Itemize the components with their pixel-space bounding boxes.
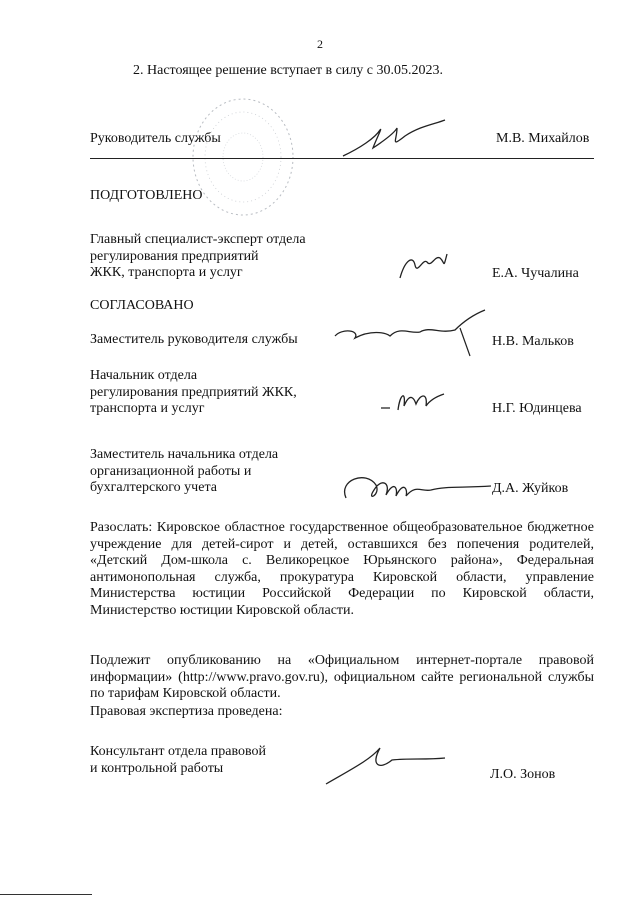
prepared-signature (395, 250, 450, 285)
consultant-position: Консультант отдела правовой и контрольной работы (90, 744, 267, 776)
agreed-person-1-position: Заместитель руководителя службы (90, 332, 298, 347)
agreed-person-2-signature (378, 384, 448, 416)
footnote-line (0, 894, 92, 895)
prepared-position: Главный специалист-эксперт отдела регулирования предприятий ЖКК, транспорта и услуг (90, 232, 306, 280)
agreed-person-2-position: Начальник отдела регулирования предприятий ЖКК, транспорта и услуг (90, 368, 297, 416)
consultant-name: Л.О. Зонов (490, 767, 556, 782)
agreed-person-3-signature (336, 460, 496, 510)
legal-review-line: Правовая экспертиза проведена: (90, 704, 283, 719)
agreed-person-1-signature (330, 308, 490, 360)
agreed-person-3-position: Заместитель начальника отдела организационной работы и бухгалтерского учета (90, 447, 279, 495)
separator-line (90, 158, 594, 159)
page-number: 2 (317, 37, 323, 51)
agreed-person-2-name: Н.Г. Юдинцева (492, 401, 582, 416)
official-seal-stamp (188, 92, 298, 222)
agreed-heading: СОГЛАСОВАНО (90, 298, 194, 313)
publication-paragraph: Подлежит опубликованию на «Официальном интернет-портале правовой информации» (http://www.pravo.gov.ru), официальном сайте региональной службы по тарифам Кировской области. (90, 653, 594, 701)
distribution-paragraph: Разослать: Кировское областное государственное общеобразовательное бюджетное учреждение для детей-сирот и детей, оставшихся без попечения родителей, «Детский Дом-школа с. Великорецкое Юрьянского района», Федеральная антимонопольная служба, прокуратура Кировской области, управление Министерства юстиции Российской Федерации по Кировской области, Министерство юстиции Кировской области. (90, 520, 594, 618)
head-name: М.В. Михайлов (496, 131, 590, 146)
prepared-name: Е.А. Чучалина (492, 266, 579, 281)
agreed-person-3-name: Д.А. Жуйков (492, 481, 569, 496)
consultant-signature (320, 740, 450, 788)
agreed-person-1-name: Н.В. Мальков (492, 334, 574, 349)
prepared-heading: ПОДГОТОВЛЕНО (90, 188, 203, 203)
decision-effect-paragraph: 2. Настоящее решение вступает в силу с 30.05.2023. (133, 63, 443, 78)
head-title: Руководитель службы (90, 131, 221, 146)
